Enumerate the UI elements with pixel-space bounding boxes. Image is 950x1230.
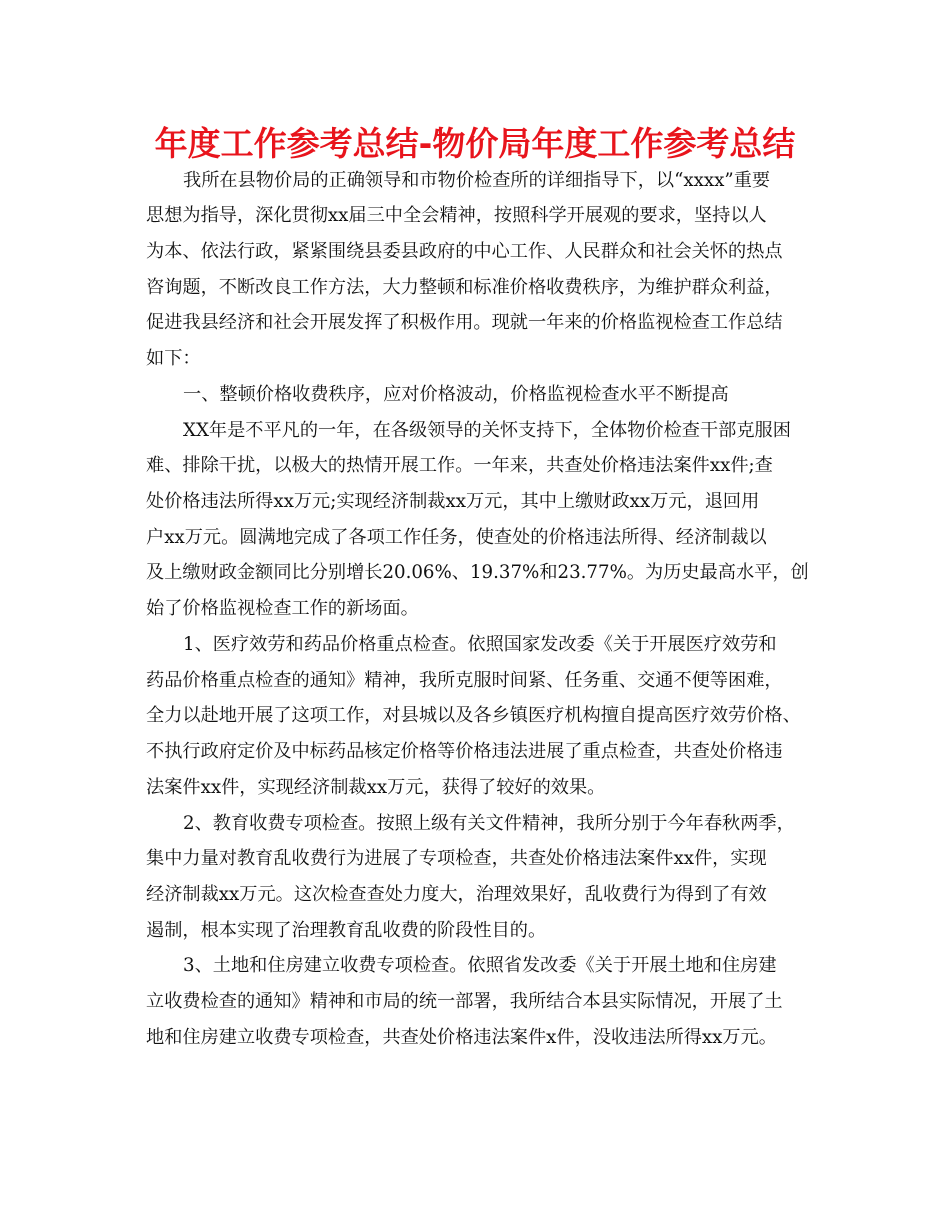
paragraph-line: 遏制，根本实现了治理教育乱收费的阶段性目的。	[146, 920, 547, 941]
paragraph-line: 为本、依法行政，紧紧围绕县委县政府的中心工作、人民群众和社会关怀的热点	[146, 241, 783, 262]
section-heading: 一、整顿价格收费秩序，应对价格波动，价格监视检查水平不断提高	[183, 384, 729, 405]
paragraph-line: 地和住房建立收费专项检查，共查处价格违法案件x件，没收违法所得xx万元。	[146, 1027, 777, 1048]
paragraph-line: 药品价格重点检查的通知》精神，我所克服时间紧、任务重、交通不便等困难，	[146, 670, 783, 691]
paragraph-line: 立收费检查的通知》精神和市局的统一部署，我所结合本县实际情况，开展了土	[146, 991, 783, 1012]
paragraph-line: 经济制裁xx万元。这次检查查处力度大，治理效果好，乱收费行为得到了有效	[146, 884, 767, 905]
paragraph-line: 全力以赴地开展了这项工作，对县城以及各乡镇医疗机构擅自提高医疗效劳价格、	[146, 705, 801, 726]
paragraph-line: 集中力量对教育乱收费行为进展了专项检查，共查处价格违法案件xx件，实现	[146, 848, 767, 869]
document-title: 年度工作参考总结-物价局年度工作参考总结	[154, 124, 796, 163]
paragraph-line: 不执行政府定价及中标药品核定价格等价格违法进展了重点检查，共查处价格违	[146, 741, 783, 762]
paragraph-line: 及上缴财政金额同比分别增长20.06%、19.37%和23.77%。为历史最高水平，创	[146, 562, 809, 583]
paragraph-line: 难、排除干扰，以极大的热情开展工作。一年来，共查处价格违法案件xx件;查	[146, 455, 773, 476]
paragraph-line: 如下：	[146, 348, 201, 369]
paragraph-line: 咨询题，不断改良工作方法，大力整顿和标准价格收费秩序，为维护群众利益，	[146, 277, 783, 298]
paragraph-line: 3、土地和住房建立收费专项检查。依照省发改委《关于开展土地和住房建	[183, 955, 777, 976]
paragraph-line: 法案件xx件，实现经济制裁xx万元，获得了较好的效果。	[146, 777, 606, 798]
paragraph-line: 处价格违法所得xx万元;实现经济制裁xx万元，其中上缴财政xx万元，退回用	[146, 491, 760, 512]
paragraph-line: 始了价格监视检查工作的新场面。	[146, 598, 419, 619]
paragraph-line: XX年是不平凡的一年，在各级领导的关怀支持下，全体物价检查干部克服困	[183, 420, 791, 441]
paragraph-line: 促进我县经济和社会开展发挥了积极作用。现就一年来的价格监视检查工作总结	[146, 312, 783, 333]
paragraph-line: 思想为指导，深化贯彻xx届三中全会精神，按照科学开展观的要求，坚持以人	[146, 205, 767, 226]
paragraph-line: 1、医疗效劳和药品价格重点检查。依照国家发改委《关于开展医疗效劳和	[183, 634, 777, 655]
paragraph-line: 我所在县物价局的正确领导和市物价检查所的详细指导下，以“xxxx”重要	[183, 170, 771, 191]
paragraph-line: 2、教育收费专项检查。按照上级有关文件精神，我所分别于今年春秋两季，	[183, 813, 795, 834]
paragraph-line: 户xx万元。圆满地完成了各项工作任务，使查处的价格违法所得、经济制裁以	[146, 527, 767, 548]
